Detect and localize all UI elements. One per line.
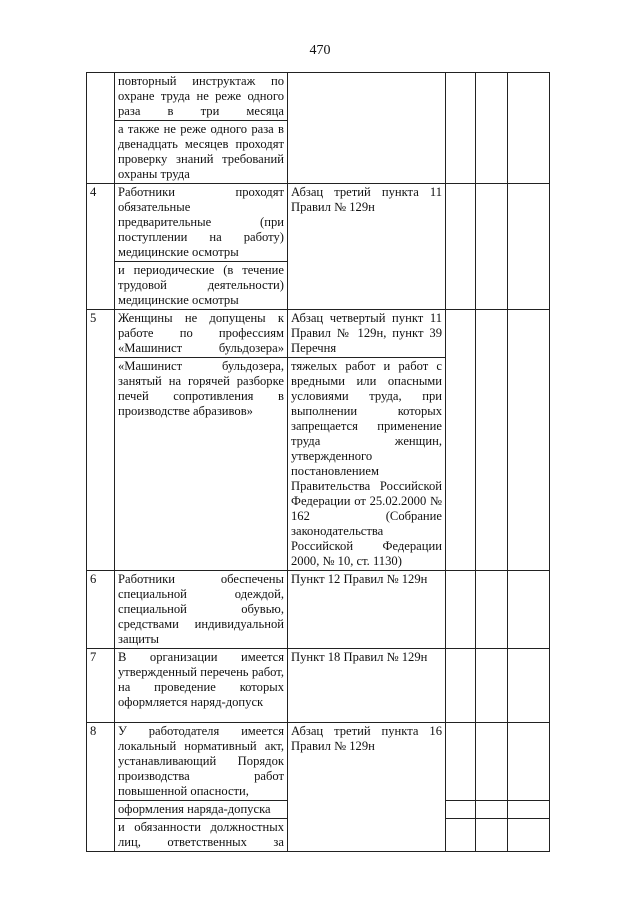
table-row	[87, 184, 550, 262]
answer-yes-cell	[446, 73, 476, 184]
answer-yes-cell	[446, 184, 476, 310]
reference-text	[288, 73, 446, 184]
table-row	[87, 649, 550, 723]
requirement-text: Работники обеспечены специальной одеждой, специальной обувью, средствами индивидуальной защиты	[115, 571, 288, 649]
notes-cell	[508, 649, 550, 723]
requirement-text: а также не реже одного раза в двенадцать месяцев проходят проверку знаний требований охраны труда	[115, 121, 288, 184]
reference-text: тяжелых работ и работ с вредными или опасными условиями труда, при выполнении которых запрещается применение труда женщин, утвержденного постановлением Правительства Российской Федерации от 25.02.2000 № 162 (Собрание законодательства Российской Федерации 2000, № 10, ст. 1130)	[288, 358, 446, 571]
table-row	[87, 310, 550, 358]
requirement-text: оформления наряда-допуска	[115, 801, 288, 819]
reference-text: Пункт 18 Правил № 129н	[288, 649, 446, 723]
notes-cell	[508, 184, 550, 310]
table-row	[87, 73, 550, 121]
answer-no-cell	[476, 649, 508, 723]
answer-yes-cell	[446, 310, 476, 571]
row-number: 4	[87, 184, 115, 310]
notes-cell	[508, 310, 550, 571]
table-row	[87, 723, 550, 801]
row-number: 8	[87, 723, 115, 852]
requirement-text: Работники проходят обязательные предварительные (при поступлении на работу) медицинские осмотры	[115, 184, 288, 262]
requirement-text: и обязанности должностных лиц, ответственных за	[115, 819, 288, 852]
answer-yes-cell	[446, 801, 476, 819]
notes-cell	[508, 801, 550, 819]
answer-yes-cell	[446, 819, 476, 852]
notes-cell	[508, 723, 550, 801]
answer-no-cell	[476, 819, 508, 852]
answer-yes-cell	[446, 571, 476, 649]
row-number: 7	[87, 649, 115, 723]
table-row	[87, 571, 550, 649]
notes-cell	[508, 571, 550, 649]
reference-text: Абзац третий пункта 16 Правил № 129н	[288, 723, 446, 852]
requirement-text: У работодателя имеется локальный нормативный акт, устанавливающий Порядок производства работ повышенной опасности,	[115, 723, 288, 801]
reference-text: Абзац третий пункта 11 Правил № 129н	[288, 184, 446, 310]
row-number	[87, 73, 115, 184]
requirement-text: В организации имеется утвержденный перечень работ, на проведение которых оформляется наряд-допуск	[115, 649, 288, 723]
notes-cell	[508, 73, 550, 184]
notes-cell	[508, 819, 550, 852]
answer-no-cell	[476, 184, 508, 310]
reference-text: Пункт 12 Правил № 129н	[288, 571, 446, 649]
row-number: 5	[87, 310, 115, 571]
requirement-text: Женщины не допущены к работе по профессиям «Машинист бульдозера»	[115, 310, 288, 358]
requirement-text: повторный инструктаж по охране труда не реже одного раза в три месяца	[115, 73, 288, 121]
answer-no-cell	[476, 723, 508, 801]
requirement-text: «Машинист бульдозера, занятый на горячей разборке печей сопротивления в производстве абразивов»	[115, 358, 288, 571]
answer-no-cell	[476, 571, 508, 649]
answer-yes-cell	[446, 723, 476, 801]
row-number: 6	[87, 571, 115, 649]
answer-no-cell	[476, 310, 508, 571]
answer-no-cell	[476, 801, 508, 819]
answer-yes-cell	[446, 649, 476, 723]
requirement-text: и периодические (в течение трудовой деятельности) медицинские осмотры	[115, 262, 288, 310]
page-number: 470	[309, 43, 331, 58]
answer-no-cell	[476, 73, 508, 184]
checklist-table	[86, 72, 550, 852]
reference-text: Абзац четвертый пункт 11 Правил № 129н, пункт 39 Перечня	[288, 310, 446, 358]
